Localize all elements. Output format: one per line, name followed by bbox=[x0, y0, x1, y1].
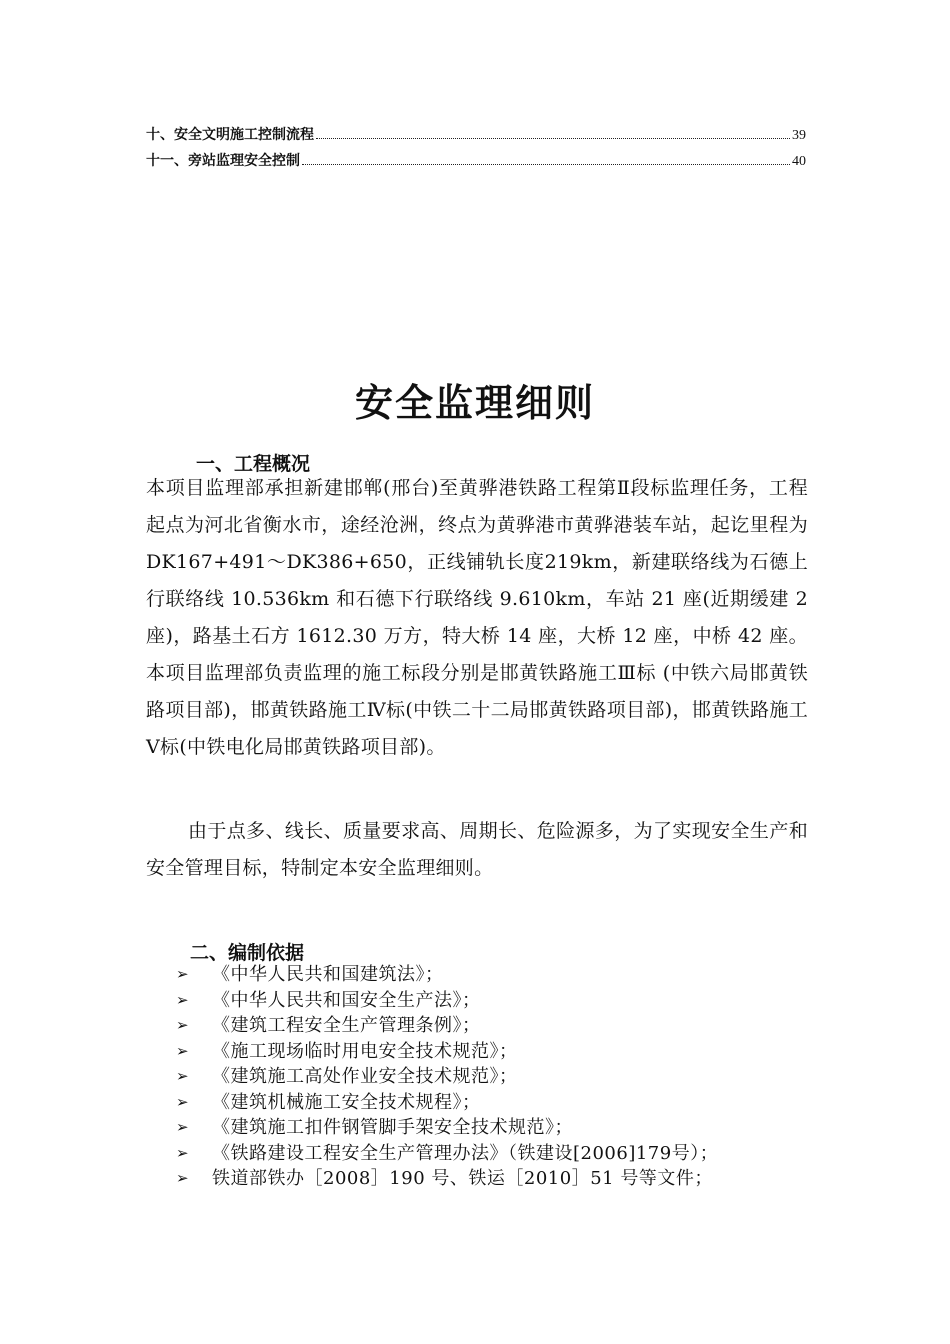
list-item bbox=[176, 1166, 816, 1192]
list-item bbox=[176, 1013, 816, 1039]
toc-entry-title: 十一、旁站监理安全控制 bbox=[146, 153, 300, 169]
document-title: 安全监理细则 bbox=[354, 381, 595, 425]
list-item bbox=[176, 988, 816, 1014]
purpose-text: 由于点多、线长、质量要求高、周期长、危险源多，为了实现安全生产和安全管理目标，特制定本安全监理细则。 bbox=[146, 820, 808, 879]
toc-entry-page: 39 bbox=[792, 128, 806, 143]
reference-text: 《中华人民共和国建筑法》； bbox=[212, 964, 444, 985]
arrow-bullet-icon: ➢ bbox=[176, 1041, 189, 1060]
arrow-bullet-icon: ➢ bbox=[176, 1016, 189, 1034]
reference-text: 《建筑施工扣件钢管脚手架安全技术规范》； bbox=[212, 1117, 573, 1138]
reference-text: 《中华人民共和国安全生产法》； bbox=[212, 989, 481, 1011]
toc-entry-page: 40 bbox=[792, 154, 806, 169]
section-heading-overview: 一、工程概况 bbox=[196, 453, 311, 475]
reference-text: 《建筑机械施工安全技术规程》； bbox=[212, 1091, 481, 1113]
section-heading-basis: 二、编制依据 bbox=[190, 942, 305, 964]
overview-paragraph bbox=[146, 470, 808, 766]
arrow-bullet-icon: ➢ bbox=[176, 990, 189, 1009]
list-item bbox=[176, 1039, 816, 1065]
reference-text: 《施工现场临时用电安全技术规范》； bbox=[212, 1040, 518, 1062]
toc-entry[interactable] bbox=[146, 150, 806, 176]
arrow-bullet-icon: ➢ bbox=[176, 1143, 189, 1162]
arrow-bullet-icon: ➢ bbox=[176, 1118, 189, 1136]
purpose-paragraph bbox=[146, 813, 808, 887]
reference-list bbox=[176, 962, 816, 1192]
arrow-bullet-icon: ➢ bbox=[176, 1169, 189, 1187]
table-of-contents bbox=[146, 124, 806, 176]
toc-entry-title: 十、安全文明施工控制流程 bbox=[146, 127, 314, 143]
reference-text: 《建筑工程安全生产管理条例》； bbox=[212, 1015, 481, 1036]
arrow-bullet-icon: ➢ bbox=[176, 965, 189, 983]
reference-text: 铁道部铁办［2008］190 号、铁运［2010］51 号等文件； bbox=[212, 1168, 713, 1189]
arrow-bullet-icon: ➢ bbox=[176, 1067, 189, 1085]
toc-leader-dots bbox=[302, 164, 790, 165]
list-item bbox=[176, 1090, 816, 1116]
reference-text: 《铁路建设工程安全生产管理办法》（铁建设[2006]179号）； bbox=[212, 1142, 719, 1164]
toc-entry[interactable] bbox=[146, 124, 806, 150]
arrow-bullet-icon: ➢ bbox=[176, 1092, 189, 1111]
reference-text: 《建筑施工高处作业安全技术规范》； bbox=[212, 1066, 518, 1087]
toc-leader-dots bbox=[316, 138, 790, 139]
overview-text: 本项目监理部承担新建邯郸(邢台)至黄骅港铁路工程第Ⅱ段标监理任务，工程起点为河北省衡水市，途经沧洲，终点为黄骅港市黄骅港装车站，起讫里程为 DK167+491～DK386+650，正线铺轨长度219km，新建联络线为石德上行联络线 10.536km 和石德下行联络线 9.610km，车站 21 座(近期缓建 2 座)，路基土石方 1612.30 万方，特大桥 14 座，大桥 12 座，中桥 42 座。本项目监理部负责监理的施工标段分别是邯黄铁路施工Ⅲ标 (中铁六局邯黄铁路项目部)，邯黄铁路施工Ⅳ标(中铁二十二局邯黄铁路项目部)，邯黄铁路施工Ⅴ标(中铁电化局邯黄铁路项目部)。 bbox=[146, 477, 808, 758]
list-item bbox=[176, 1064, 816, 1090]
list-item bbox=[176, 962, 816, 988]
list-item bbox=[176, 1115, 816, 1141]
list-item bbox=[176, 1141, 816, 1167]
